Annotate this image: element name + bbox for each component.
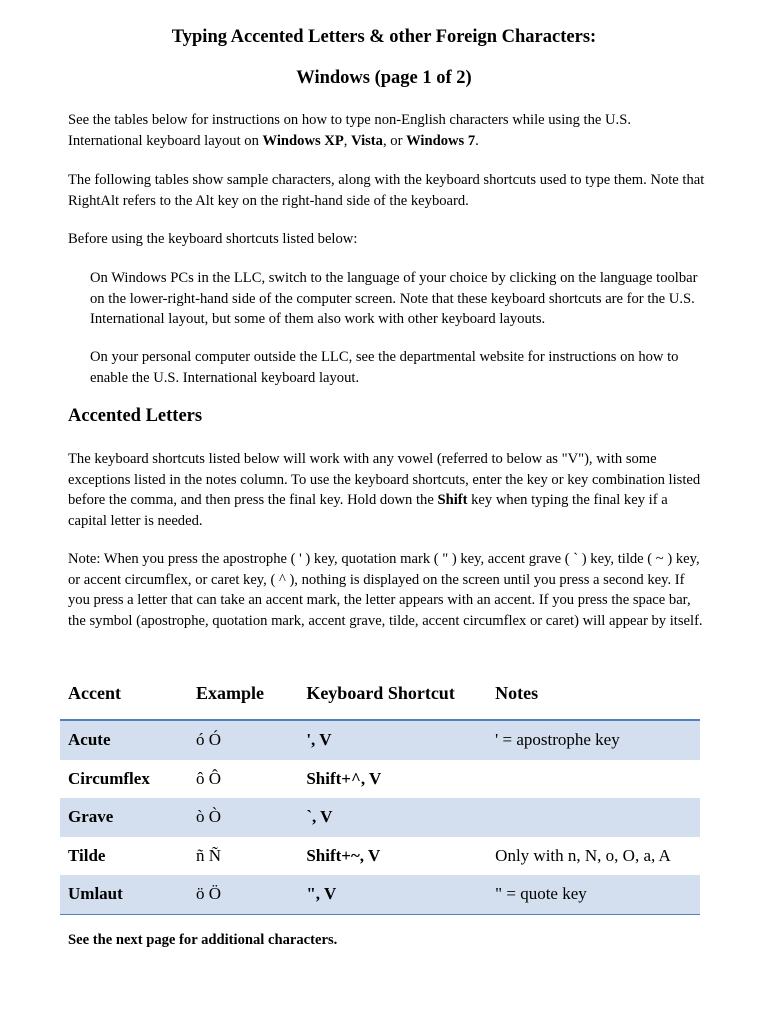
section-text-1: The keyboard shortcuts listed below will work with any vowel (referred to below as "V"), with some exceptions listed in the notes column. To use the keyboard shortcuts, enter the key or key combination listed before the comma, and then press the final key. Hold down the [68,451,701,508]
page-subtitle: Windows (page 1 of 2) [296,68,472,88]
cell-notes: " = quote key [487,875,700,914]
llc-instructions-paragraph: On Windows PCs in the LLC, switch to the language of your choice by clicking on the language toolbar on the lower-right-hand side of the computer screen. Note that these keyboard shortcuts are for the U.S. International layout, but some of them also work with other keyboard layouts. [90,270,698,327]
page-title: Typing Accented Letters & other Foreign Characters: [171,27,597,47]
cell-example: ö Ö [188,875,298,914]
header-keyboard-shortcut: Keyboard Shortcut [298,668,487,720]
intro-end: . [475,132,479,149]
cell-example: ó Ó [188,720,298,760]
header-accent: Accent [60,668,188,720]
cell-notes [487,798,700,837]
shortcuts-paragraph: The following tables show sample characters, along with the keyboard shortcuts used to type them. Note that RightAlt refers to the Alt key on the right-hand side of the keyboard. [68,172,705,209]
table-row [60,760,700,799]
cell-shortcut: `, V [298,798,487,837]
section-heading-accented-letters: Accented Letters [68,406,203,426]
table-header-row [60,668,700,720]
accent-shortcuts-table [60,668,700,915]
cell-shortcut: Shift+~, V [306,845,381,865]
windows-xp-label: Windows XP [262,132,344,149]
cell-example: ñ Ñ [196,845,222,865]
intro-text: See the tables below for instructions on how to type non-English characters while using the U.S. International keyboard layout on [68,112,631,149]
before-using-paragraph: Before using the keyboard shortcuts listed below: [68,231,358,247]
shift-key-label: Shift [437,492,468,508]
cell-accent: Grave [60,798,188,837]
cell-accent: Acute [60,720,188,760]
table-row [60,837,700,876]
intro-paragraph [68,110,708,151]
cell-notes [487,760,700,799]
section-text-2: key when typing the final key if a capital letter is needed. [68,492,668,529]
cell-example: ò Ò [188,798,298,837]
cell-notes: Only with n, N, o, O, a, A [495,845,671,865]
cell-shortcut: Shift+^, V [306,768,382,788]
cell-shortcut: ", V [298,875,487,914]
vista-label: Vista [351,132,383,149]
cell-notes: ' = apostrophe key [487,720,700,760]
intro-sep-2: , or [382,132,407,149]
table-row [60,720,700,760]
cell-example: ô Ô [196,768,222,788]
table-row [60,875,700,914]
header-example: Example [188,668,298,720]
cell-shortcut: ', V [298,720,487,760]
cell-accent: Circumflex [68,768,150,788]
intro-sep-1: , [343,132,352,149]
next-page-note: See the next page for additional characters. [68,932,338,948]
header-notes: Notes [487,668,700,720]
cell-accent: Tilde [68,845,106,865]
personal-computer-paragraph: On your personal computer outside the LLC, see the departmental website for instructions on how to enable the U.S. International keyboard layout. [90,349,679,386]
cell-accent: Umlaut [60,875,188,914]
note-paragraph: Note: When you press the apostrophe ( ' ) key, quotation mark ( " ) key, accent grave ( ` ) key, tilde ( ~ ) key, or accent circumflex, or caret key, ( ^ ), nothing is displayed on the screen until you press a second key. If you press a letter that can take an accent mark, the letter appears with an accent. If you press the space bar, the symbol (apostrophe, quotation mark, accent grave, tilde, accent circumflex or caret) will appear by itself. [68,551,703,629]
table-row [60,798,700,837]
windows-7-label: Windows 7 [406,132,476,149]
accented-letters-paragraph [68,449,708,531]
